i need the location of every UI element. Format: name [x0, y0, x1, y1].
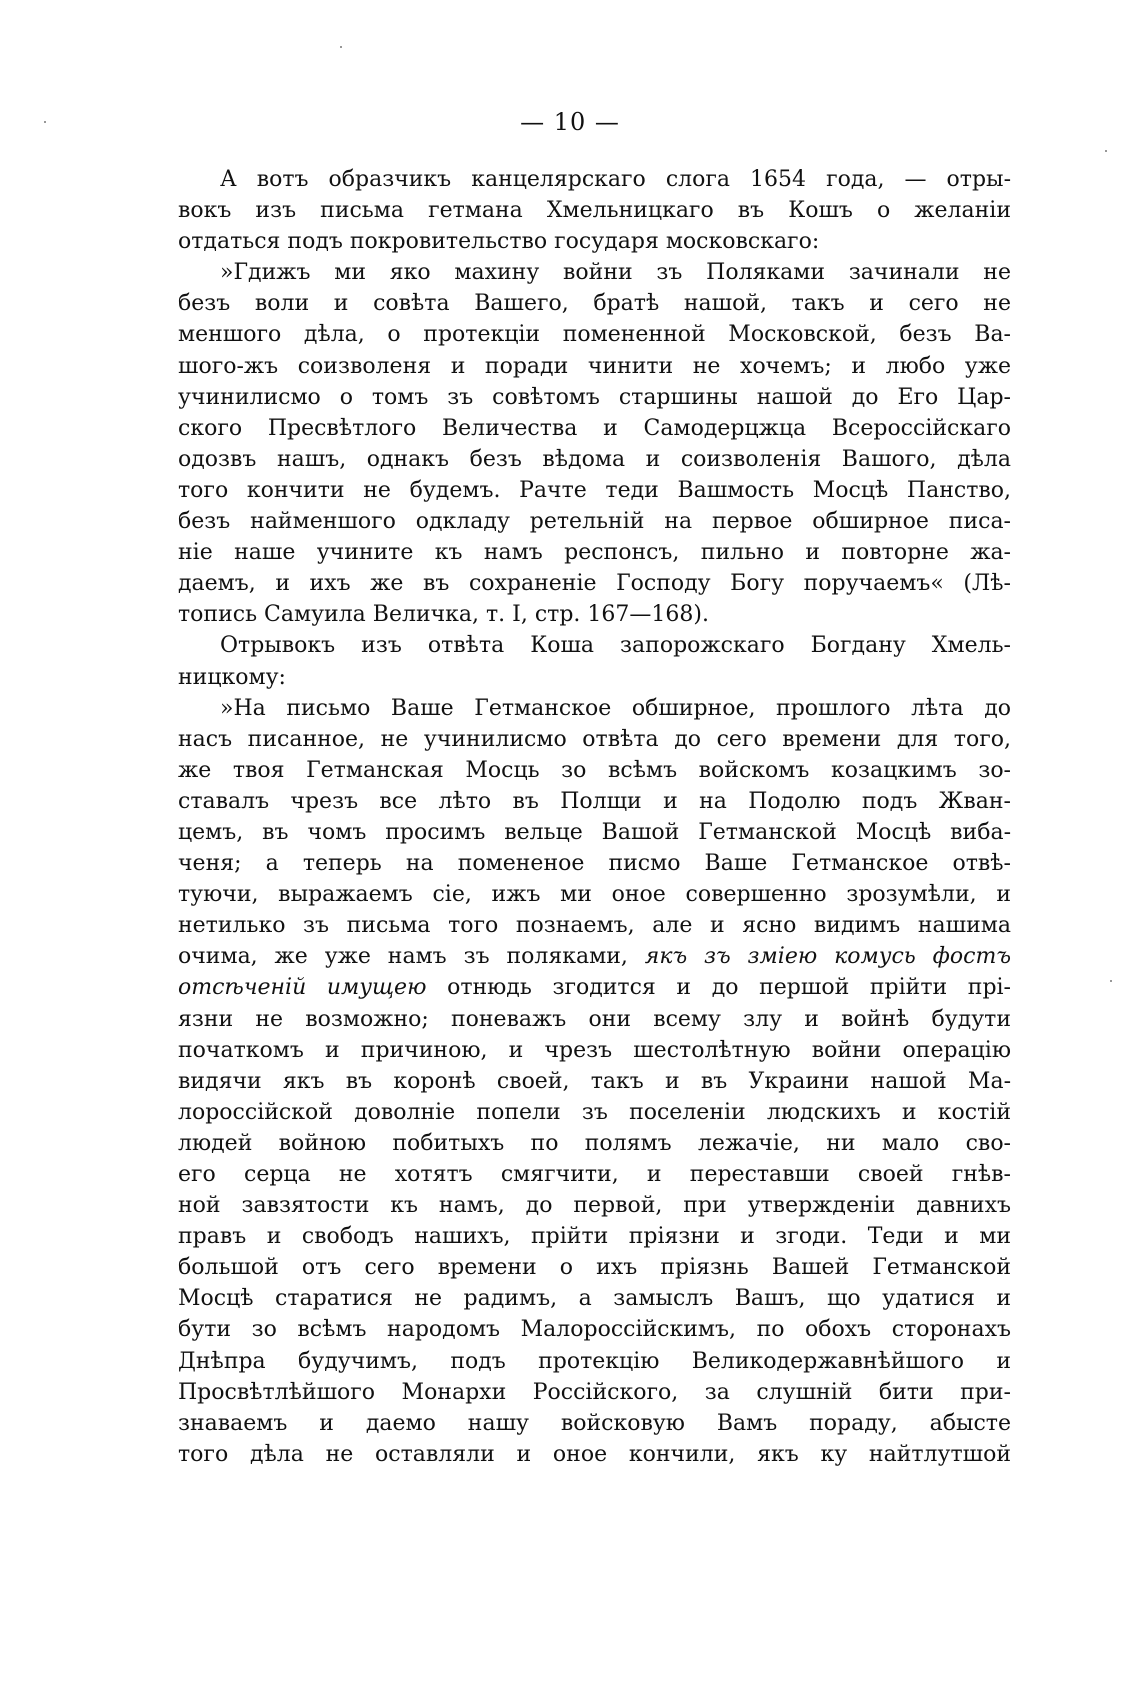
text-segment: туючи, выражаемъ сіе, ижъ ми оное совершенно зрозумѣли, и [178, 882, 1011, 908]
text-line [178, 1221, 1011, 1252]
text-line [178, 444, 1011, 475]
italic-text-segment: отсѣченій имущею [178, 975, 427, 1001]
text-line [178, 1439, 1011, 1470]
text-line [178, 1408, 1011, 1439]
text-line [178, 568, 1011, 599]
text-segment: знаваемъ и даемо нашу войсковую Вамъ пораду, абысте [178, 1410, 1011, 1436]
text-line [178, 1159, 1011, 1190]
text-line [178, 972, 1011, 1003]
text-segment: Днѣпра будучимъ, подъ протекцію Великодержавнѣйшого и [178, 1348, 1011, 1374]
text-segment: А вотъ образчикъ канцелярскаго слога 1654 года, — отры- [220, 167, 1011, 192]
text-line [178, 879, 1011, 910]
text-line [178, 226, 1011, 257]
text-segment: учинилисмо о томъ зъ совѣтомъ старшины нашой до Его Цар- [178, 384, 1011, 410]
text-line [178, 1252, 1011, 1283]
text-line [178, 1004, 1011, 1035]
text-segment: того дѣла не оставляли и оное кончили, якъ ку найтлутшой [178, 1441, 1011, 1467]
text-line [178, 724, 1011, 755]
text-segment: вокъ изъ письма гетмана Хмельницкаго въ Кошъ о желаніи [178, 198, 1011, 224]
text-line [178, 1377, 1011, 1408]
text-line [178, 1190, 1011, 1221]
text-segment: ной завзятости къ намъ, до первой, при утвержденіи давнихъ [178, 1193, 1011, 1219]
text-line [178, 941, 1011, 972]
text-segment: »Гдижъ ми яко махину войни зъ Поляками зачинали не [220, 260, 1011, 286]
text-line [178, 164, 1011, 195]
text-line [178, 475, 1011, 506]
text-line [178, 537, 1011, 568]
body-text [178, 164, 1011, 1470]
text-segment: Отрывокъ изъ отвѣта Коша запорожскаго Богдану Хмель- [220, 633, 1011, 659]
text-segment: безъ воли и совѣта Вашего, братѣ нашой, такъ и сего не [178, 291, 1011, 317]
text-segment: ницкому: [178, 664, 286, 690]
text-segment: цемъ, въ чомъ просимъ вельце Вашой Гетманской Мосцѣ вибa- [178, 819, 1011, 845]
text-segment: того кончити не будемъ. Рачте теди Вашмость Мосцѣ Панство, [178, 477, 1011, 503]
text-line [178, 755, 1011, 786]
text-line [178, 1128, 1011, 1159]
text-line [178, 599, 1011, 630]
paper-speck [1110, 980, 1112, 982]
text-line [178, 1314, 1011, 1345]
text-line [178, 288, 1011, 319]
text-segment: одозвъ нашъ, однакъ безъ вѣдома и соизволенія Вашого, дѣла [178, 446, 1011, 472]
text-segment: видячи якъ въ коронѣ своей, такъ и въ Украини нашой Ма- [178, 1068, 1011, 1094]
text-segment: язни не возможно; поневажъ они всему злу и войнѣ будути [178, 1006, 1011, 1032]
text-line [178, 1346, 1011, 1377]
text-segment: большой отъ сего времени о ихъ пріязнь Вашей Гетманской [178, 1255, 1011, 1281]
text-segment: бути зо всѣмъ народомъ Малороссійскимъ, по обохъ сторонахъ [178, 1317, 1011, 1343]
page-number: — 10 — [520, 108, 620, 136]
text-line [178, 257, 1011, 288]
text-segment: топись Самуила Величка, т. I, стр. 167—168). [178, 602, 709, 628]
text-segment: »На письмо Ваше Гетманское обширное, прошлого лѣта до [220, 695, 1011, 721]
text-segment: его серца не хотятъ смягчити, и переставши своей гнѣв- [178, 1162, 1011, 1187]
text-segment: ніе наше учините къ намъ респонсъ, пильно и повторне жа- [178, 540, 1011, 566]
text-line [178, 848, 1011, 879]
text-segment: початкомъ и причиною, и чрезъ шестолѣтную войни операцію [178, 1037, 1011, 1063]
text-line [178, 630, 1011, 661]
text-segment: ченя; а теперь на помененое писмо Ваше Гетманское отвѣ- [178, 851, 1011, 877]
text-line [178, 1097, 1011, 1128]
text-segment: отдаться подъ покровительство государя московскаго: [178, 229, 820, 255]
paper-speck [1105, 150, 1107, 152]
text-line [178, 662, 1011, 693]
paper-speck [340, 46, 342, 48]
text-segment: отнюдь згодится и до першой прійти прі- [426, 975, 1011, 1001]
text-line [178, 1066, 1011, 1097]
text-line [178, 506, 1011, 537]
text-segment: нетилько зъ письма того познаемъ, але и ясно видимъ нашима [178, 913, 1011, 939]
text-segment: шого-жъ соизволеня и поради чинити не хочемъ; и любо уже [178, 353, 1011, 379]
text-segment: безъ найменшого одкладу ретельній на первое обширное писа- [178, 509, 1011, 535]
text-segment: насъ писанное, не учинилисмо отвѣта до сего времени для того, [178, 726, 1011, 752]
text-line [178, 693, 1011, 724]
text-segment: правъ и свободъ нашихъ, прійти пріязни и згоди. Теди и ми [178, 1224, 1011, 1250]
text-segment: же твоя Гетманская Мосць зо всѣмъ войскомъ козацкимъ зо- [178, 757, 1011, 783]
text-line [178, 817, 1011, 848]
text-segment: меншого дѣла, о протекціи помененной Московской, безъ Ва- [178, 322, 1011, 348]
text-segment: ского Пресвѣтлого Величества и Самодерцжца Всероссійскаго [178, 415, 1011, 441]
text-segment: Мосцѣ старатися не радимъ, а замыслъ Вашъ, що удатися и [178, 1286, 1011, 1312]
text-line [178, 786, 1011, 817]
text-segment: людей войною побитыхъ по полямъ лежачіе, ни мало сво- [178, 1130, 1011, 1156]
text-line [178, 382, 1011, 413]
text-line [178, 195, 1011, 226]
text-line [178, 910, 1011, 941]
text-segment: Просвѣтлѣйшого Монархи Россійского, за слушній бити при- [178, 1379, 1011, 1405]
text-line [178, 1035, 1011, 1066]
text-line [178, 319, 1011, 350]
text-segment: ставалъ чрезъ все лѣто въ Полщи и на Подолю подъ Жван- [178, 788, 1011, 814]
text-line [178, 351, 1011, 382]
text-segment: лороссійской доволніе попели зъ поселеніи людскихъ и костій [178, 1099, 1011, 1125]
text-segment: очима, же уже намъ зъ поляками, [178, 944, 645, 970]
text-line [178, 1283, 1011, 1314]
text-segment: даемъ, и ихъ же въ сохраненіе Господу Богу поручаемъ« (Лѣ- [178, 571, 1011, 597]
italic-text-segment: якъ зъ зміею комусь фостъ [644, 944, 1011, 970]
text-line [178, 413, 1011, 444]
